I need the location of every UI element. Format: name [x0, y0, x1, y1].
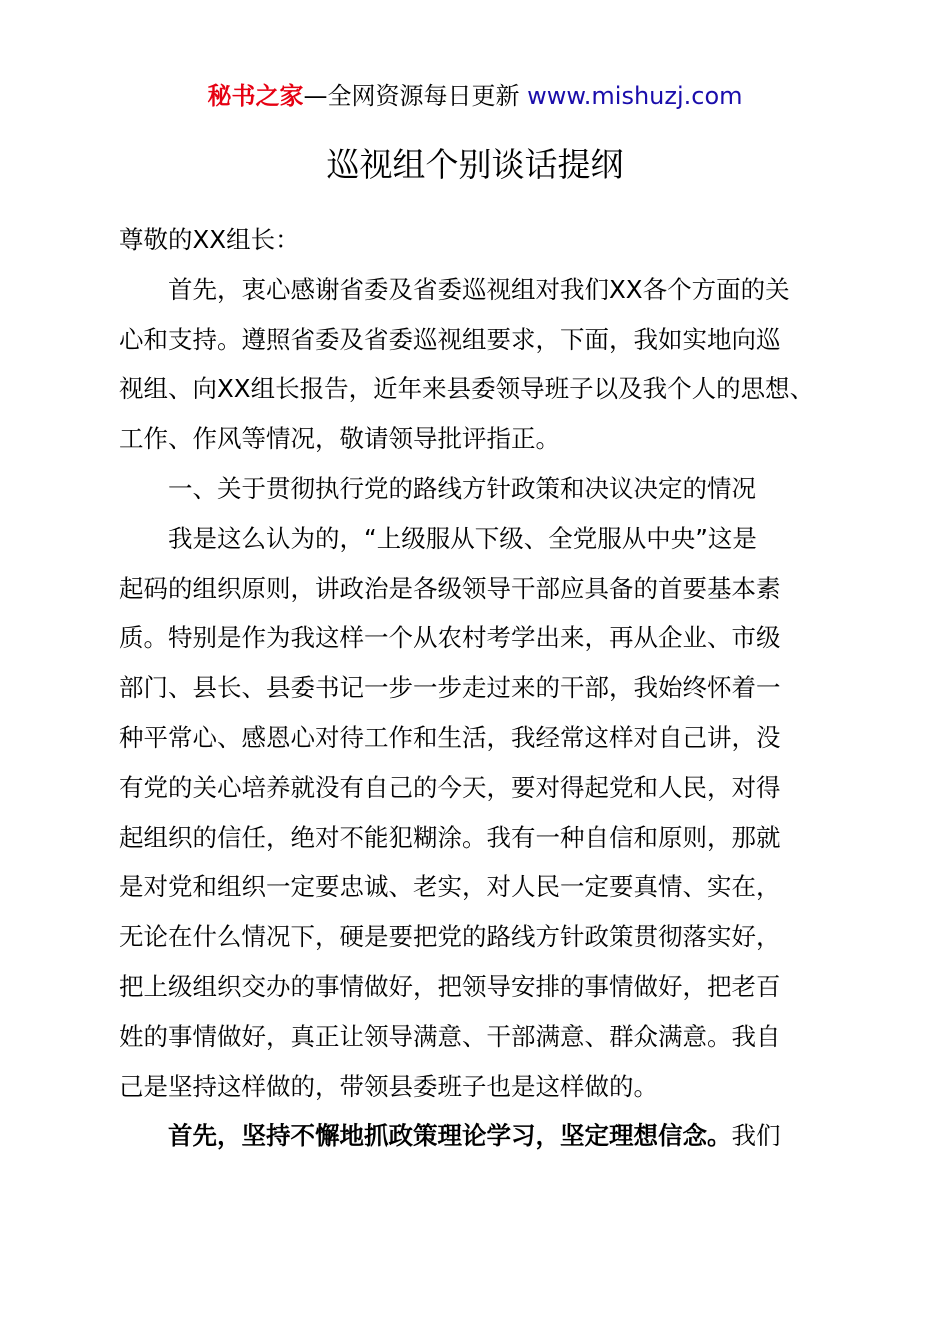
- paragraph-line: 质。特别是作为我这样一个从农村考学出来，再从企业、市级: [119, 623, 781, 653]
- paragraph-line: 我是这么认为的，“上级服从下级、全党服从中央”这是: [168, 523, 757, 553]
- paragraph-line: 起组织的信任，绝对不能犯糊涂。我有一种自信和原则，那就: [119, 822, 781, 852]
- paragraph-line: 姓的事情做好，真正让领导满意、干部满意、群众满意。我自: [119, 1021, 781, 1051]
- header-tagline: —全网资源每日更新: [303, 82, 528, 110]
- paragraph-line: 是对党和组织一定要忠诚、老实，对人民一定要真情、实在，: [119, 872, 781, 902]
- paragraph-line: 工作、作风等情况，敬请领导批评指正。: [119, 424, 560, 454]
- paragraph-line: 视组、向XX组长报告，近年来县委领导班子以及我个人的思想、: [119, 374, 815, 404]
- bold-lead-sentence: 首先，坚持不懈地抓政策理论学习，坚定理想信念。: [168, 1121, 732, 1151]
- brand-name: 秘书之家: [207, 82, 304, 110]
- site-url-link[interactable]: www.mishuzj.com: [527, 82, 743, 110]
- paragraph-line: 部门、县长、县委书记一步一步走过来的干部，我始终怀着一: [119, 673, 781, 703]
- document-title: 巡视组个别谈话提纲: [326, 145, 624, 184]
- document-body: [119, 215, 839, 1161]
- paragraph-line: 己是坚持这样做的，带领县委班子也是这样做的。: [119, 1071, 658, 1101]
- greeting: 尊敬的XX组长：: [119, 225, 300, 254]
- paragraph-line: 首先，衷心感谢省委及省委巡视组对我们XX各个方面的关: [168, 274, 790, 304]
- site-header: [0, 80, 950, 112]
- continuation-text: 我们: [731, 1121, 781, 1151]
- paragraph-line: 种平常心、感恩心对待工作和生活，我经常这样对自己讲，没: [119, 722, 781, 752]
- section-heading: 一、关于贯彻执行党的路线方针政策和决议决定的情况: [168, 473, 756, 503]
- paragraph-line: 心和支持。遵照省委及省委巡视组要求，下面，我如实地向巡: [119, 324, 781, 354]
- paragraph-line: [119, 1111, 839, 1161]
- paragraph-line: 有党的关心培养就没有自己的今天，要对得起党和人民，对得: [119, 772, 781, 802]
- paragraph-line: 无论在什么情况下，硬是要把党的路线方针政策贯彻落实好，: [119, 922, 781, 952]
- paragraph-line: 把上级组织交办的事情做好，把领导安排的事情做好，把老百: [119, 971, 781, 1001]
- paragraph-line: 起码的组织原则，讲政治是各级领导干部应具备的首要基本素: [119, 573, 781, 603]
